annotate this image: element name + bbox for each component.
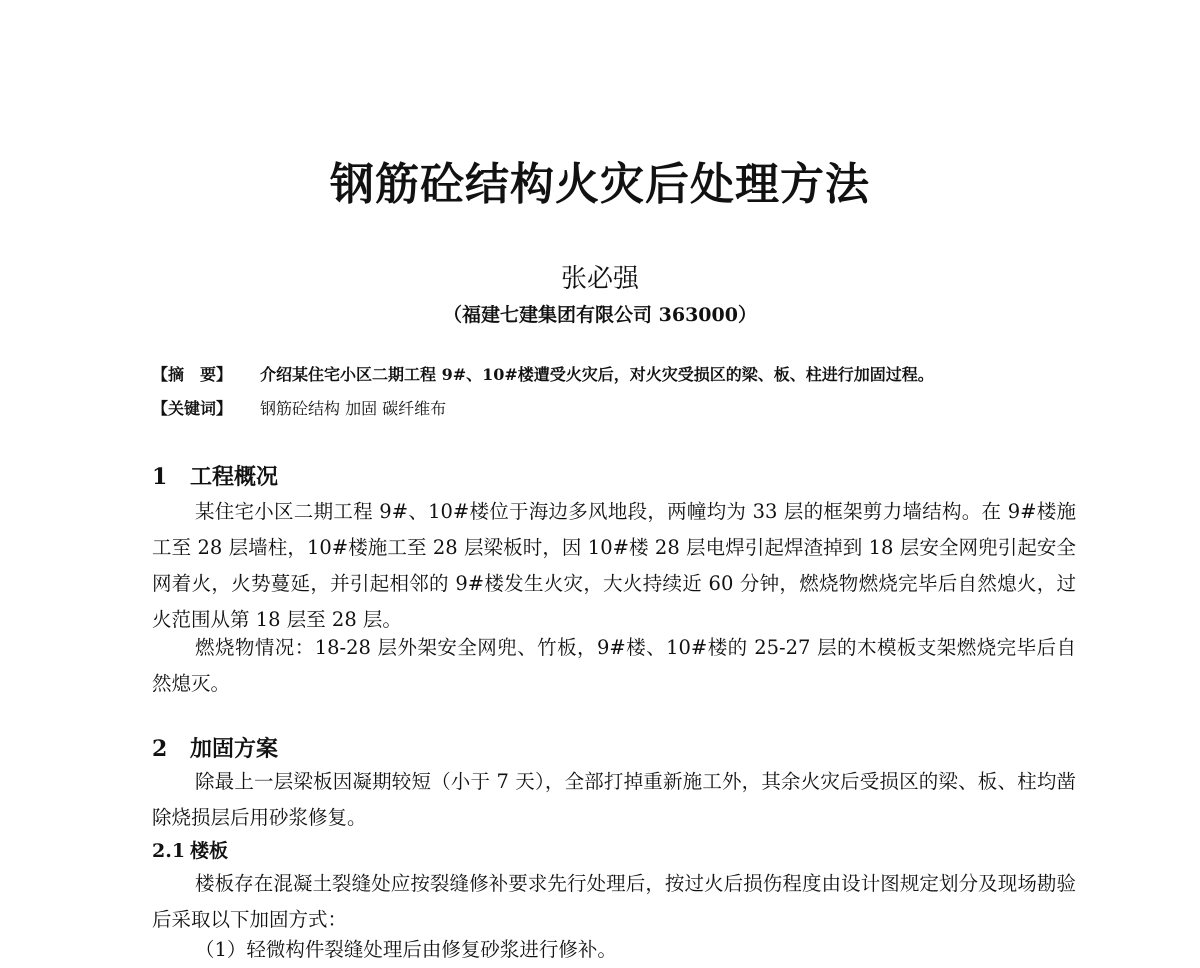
keywords-label: 【关键词】 xyxy=(152,399,233,418)
subsection-heading-2-1 xyxy=(152,836,228,863)
abstract-text: 介绍某住宅小区二期工程 9#、10#楼遭受火灾后，对火灾受损区的梁、板、柱进行加固过程。 xyxy=(260,365,934,384)
abstract xyxy=(152,362,1072,385)
subsection-2-1-item-1: （1）轻微构件裂缝处理后由修复砂浆进行修补。 xyxy=(195,938,617,961)
section-2-paragraph-1: 除最上一层梁板因凝期较短（小于 7 天），全部打掉重新施工外，其余火灾后受损区的梁、板、柱均凿除烧损层后用砂浆修复。 xyxy=(152,770,1076,829)
keywords-text: 钢筋砼结构 加固 碳纤维布 xyxy=(260,399,447,418)
subsection-number: 2.1 xyxy=(152,840,186,862)
abstract-label: 【摘 要】 xyxy=(152,365,233,384)
section-number: 2 xyxy=(152,736,168,762)
keywords xyxy=(152,396,1072,419)
section-number: 1 xyxy=(152,464,168,490)
section-title: 加固方案 xyxy=(190,737,279,762)
section-heading-2 xyxy=(152,732,278,763)
subsection-title: 楼板 xyxy=(190,840,229,862)
author-affiliation: （福建七建集团有限公司 363000） xyxy=(443,304,757,326)
section-heading-1 xyxy=(152,460,278,491)
section-1-paragraph-2: 燃烧物情况：18-28 层外架安全网兜、竹板，9#楼、10#楼的 25-27 层的木模板支架燃烧完毕后自然熄灭。 xyxy=(152,636,1076,695)
author-name: 张必强 xyxy=(560,264,639,294)
subsection-2-1-paragraph: 楼板存在混凝土裂缝处应按裂缝修补要求先行处理后，按过火后损伤程度由设计图规定划分及现场勘验后采取以下加固方式： xyxy=(152,872,1076,931)
section-title: 工程概况 xyxy=(190,465,279,490)
paper-title: 钢筋砼结构火灾后处理方法 xyxy=(330,159,870,210)
section-1-paragraph-1: 某住宅小区二期工程 9#、10#楼位于海边多风地段，两幢均为 33 层的框架剪力墙结构。在 9#楼施工至 28 层墙柱，10#楼施工至 28 层梁板时，因 10#楼 28 层电焊引起焊渣掉到 18 层安全网兜引起安全网着火，火势蔓延，并引起相邻的 9#楼发生火灾，大火持续近 60 分钟，燃烧物燃烧完毕后自然熄火，过火范围从第 18 层至 28 层。 xyxy=(152,500,1076,631)
